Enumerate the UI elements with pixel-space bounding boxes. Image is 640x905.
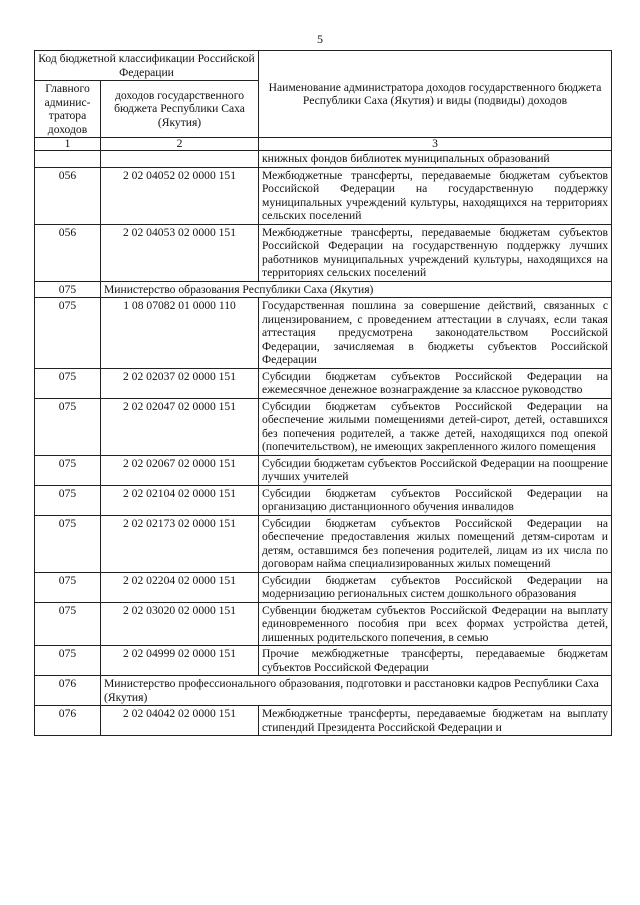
revenue-code: 2 02 03020 02 0000 151 [101, 602, 259, 646]
header-administrator-name: Наименование администратора доходов государственного бюджета Республики Саха (Якутия) и виды (подвиды) доходов [259, 51, 612, 138]
administrator-code [35, 151, 101, 168]
revenue-description: Субсидии бюджетам субъектов Российской Федерации на организацию дистанционного обучения инвалидов [259, 485, 612, 515]
administrator-code: 075 [35, 455, 101, 485]
administrator-code: 075 [35, 368, 101, 398]
administrator-name: Министерство профессионального образования, подготовки и расстановки кадров Республики Саха (Якутия) [101, 676, 612, 706]
revenue-code: 2 02 02047 02 0000 151 [101, 398, 259, 455]
revenue-description: Прочие межбюджетные трансферты, передаваемые бюджетам субъектов Российской Федерации [259, 646, 612, 676]
section-heading-row [35, 281, 612, 298]
revenue-description: Субсидии бюджетам субъектов Российской Федерации на обеспечение жилыми помещениями детей-сирот, детей, оставшихся без попечения родителей, а также детей, находящихся под опекой (попечительством), не имеющих закрепленного жилого помещения [259, 398, 612, 455]
revenue-code: 2 02 04042 02 0000 151 [101, 706, 259, 736]
revenue-description: Межбюджетные трансферты, передаваемые бюджетам субъектов Российской Федерации на государственную поддержку лучших работников муниципальных учреждений культуры, находящихся на территориях сельских поселений [259, 224, 612, 281]
revenue-description: Межбюджетные трансферты, передаваемые бюджетам на выплату стипендий Президента Российской Федерации и [259, 706, 612, 736]
table-row [35, 602, 612, 646]
administrator-name: Министерство образования Республики Саха (Якутия) [101, 281, 612, 298]
administrator-code: 075 [35, 281, 101, 298]
revenue-code: 1 08 07082 01 0000 110 [101, 298, 259, 369]
table-row [35, 298, 612, 369]
revenue-description: Субсидии бюджетам субъектов Российской Федерации на поощрение лучших учителей [259, 455, 612, 485]
administrator-code: 075 [35, 398, 101, 455]
administrator-code: 075 [35, 298, 101, 369]
administrator-code: 075 [35, 515, 101, 572]
revenue-code: 2 02 02104 02 0000 151 [101, 485, 259, 515]
table-row [35, 224, 612, 281]
column-number-3: 3 [259, 138, 612, 151]
section-heading-row [35, 676, 612, 706]
table-row [35, 455, 612, 485]
administrator-code: 075 [35, 646, 101, 676]
revenue-code: 2 02 02173 02 0000 151 [101, 515, 259, 572]
table-row [35, 485, 612, 515]
administrator-code: 056 [35, 224, 101, 281]
table-row [35, 398, 612, 455]
header-chief-administrator: Главного админис-тратора доходов [35, 81, 101, 138]
revenue-description: Государственная пошлина за совершение действий, связанных с лицензированием, с проведением аттестации в случаях, если такая аттестация предусмотрена законодательством Российской Федерации, зачисляемая в бюджеты субъектов Российской Федерации [259, 298, 612, 369]
revenue-description: книжных фондов библиотек муниципальных образований [259, 151, 612, 168]
table-row [35, 167, 612, 224]
administrator-code: 075 [35, 572, 101, 602]
administrator-code: 056 [35, 167, 101, 224]
revenue-code: 2 02 02067 02 0000 151 [101, 455, 259, 485]
revenue-code: 2 02 04053 02 0000 151 [101, 224, 259, 281]
table-body [35, 151, 612, 736]
revenue-description: Субсидии бюджетам субъектов Российской Федерации на модернизацию региональных систем дошкольного образования [259, 572, 612, 602]
header-revenue-code: доходов государственного бюджета Республики Саха (Якутия) [101, 81, 259, 138]
administrator-code: 075 [35, 602, 101, 646]
column-number-1: 1 [35, 138, 101, 151]
table-row [35, 572, 612, 602]
page-number: 5 [317, 32, 323, 46]
budget-classification-table [34, 50, 612, 736]
revenue-code: 2 02 04999 02 0000 151 [101, 646, 259, 676]
table-row [35, 515, 612, 572]
administrator-code: 075 [35, 485, 101, 515]
administrator-code: 076 [35, 676, 101, 706]
revenue-description: Субсидии бюджетам субъектов Российской Федерации на ежемесячное денежное вознаграждение за классное руководство [259, 368, 612, 398]
column-number-2: 2 [101, 138, 259, 151]
revenue-description: Межбюджетные трансферты, передаваемые бюджетам субъектов Российской Федерации на государственную поддержку муниципальных учреждений культуры, находящихся на территориях сельских поселений [259, 167, 612, 224]
table-row [35, 646, 612, 676]
table-row [35, 368, 612, 398]
table-row [35, 706, 612, 736]
revenue-description: Субвенции бюджетам субъектов Российской Федерации на выплату единовременного пособия при всех формах устройства детей, лишенных родительского попечения, в семью [259, 602, 612, 646]
revenue-code: 2 02 02037 02 0000 151 [101, 368, 259, 398]
administrator-code: 076 [35, 706, 101, 736]
revenue-code: 2 02 04052 02 0000 151 [101, 167, 259, 224]
revenue-code [101, 151, 259, 168]
table-row [35, 151, 612, 168]
revenue-description: Субсидии бюджетам субъектов Российской Федерации на обеспечение предоставления жилых помещений детям-сиротам и детям, оставшимся без попечения родителей, лицам из их числа по договорам найма специализированных жилых помещений [259, 515, 612, 572]
revenue-code: 2 02 02204 02 0000 151 [101, 572, 259, 602]
header-budget-code-group: Код бюджетной классификации Российской Федерации [35, 51, 259, 81]
